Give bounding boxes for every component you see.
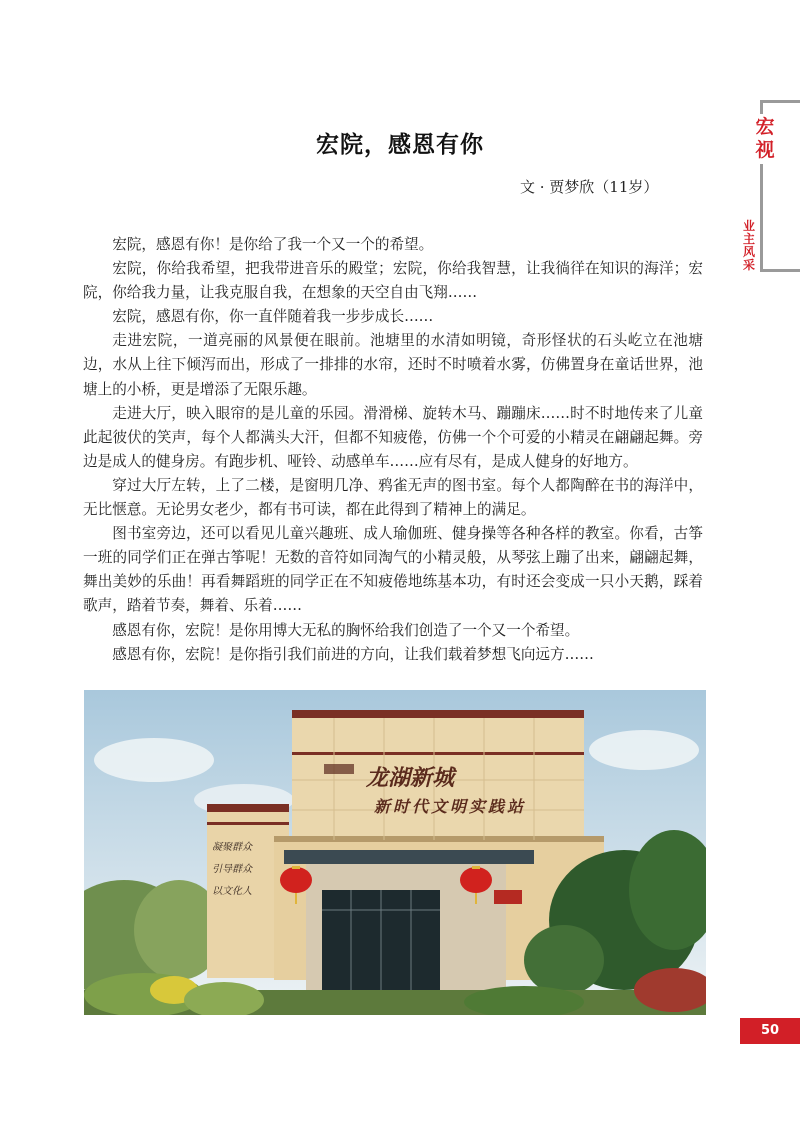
section-subtitle-char: 风 [742, 245, 755, 259]
main-building-ledge [274, 836, 604, 842]
lantern-cap [292, 866, 300, 869]
sign-line2: 新时代文明实践站 [374, 797, 527, 816]
shrub [524, 925, 604, 995]
cloud [589, 730, 699, 770]
article-title: 宏院，感恩有你 [316, 131, 484, 158]
side-building-band [207, 822, 289, 825]
section-subtitle-char: 采 [742, 258, 755, 272]
article-paragraph: 走进宏院，一道亮丽的风景便在眼前。池塘里的水清如明镜，奇形怪状的石头屹立在池塘边，水从上往下倾泻而出，形成了一排排的水帘，还时不时喷着水雾，仿佛置身在童话世界，池塘上的小桥，更是增添了无限乐趣。 [83, 332, 703, 398]
article-paragraph: 感恩有你，宏院！是你指引我们前进的方向，让我们载着梦想飞向远方…… [112, 645, 594, 663]
article-paragraph: 穿过大厅左转，上了二楼，是窗明几净、鸦雀无声的图书室。每个人都陶醉在书的海洋中，无比惬意。无论男女老少，都有书可读，都在此得到了精神上的满足。 [83, 476, 703, 519]
article-paragraph: 宏院，你给我希望，把我带进音乐的殿堂；宏院，你给我智慧，让我徜徉在知识的海洋；宏院，你给我力量，让我克服自我，在想象的天空自由飞翔…… [83, 260, 703, 302]
article-paragraph: 图书室旁边，还可以看见儿童兴趣班、成人瑜伽班、健身操等各种各样的教室。你看，古筝一班的同学们正在弹古筝呢！无数的音符如同淘气的小精灵般，从琴弦上蹦了出来，翩翩起舞，舞出美妙的乐曲！再看舞蹈班的同学正在不知疲倦地练基本功，有时还会变成一只小天鹅，踩着歌声，踏着节奏，舞着、乐着…… [83, 525, 703, 615]
lantern-cap [472, 866, 480, 869]
article-paragraph: 宏院，感恩有你！是你给了我一个又一个的希望。 [112, 236, 434, 253]
article-paragraph: 走进大厅，映入眼帘的是儿童的乐园。滑滑梯、旋转木马、蹦蹦床……时不时地传来了儿童此起彼伏的笑声，每个人都满头大汗，但都不知疲倦，仿佛一个个可爱的小精灵在翩翩起舞。旁边是成人的健身房。有跑步机、哑铃、动感单车……应有尽有，是成人健身的好地方。 [83, 404, 703, 470]
sign-line1: 龙湖新城 [366, 765, 455, 791]
main-building-band [292, 752, 584, 755]
section-title-char: 宏 [755, 116, 775, 138]
main-building-roof [292, 710, 584, 718]
page-number: 50 [740, 1018, 800, 1044]
entrance-canopy [284, 850, 534, 864]
section-marker-top-rule [760, 100, 800, 103]
section-title-char: 视 [755, 139, 775, 161]
red-lantern [460, 867, 492, 893]
section-subtitle-char: 主 [742, 232, 755, 246]
section-subtitle [741, 220, 757, 272]
article-paragraph: 感恩有你，宏院！是你用博大无私的胸怀给我们创造了一个又一个希望。 [112, 621, 580, 639]
calligraphy: 凝聚群众 [212, 842, 252, 853]
red-lantern [280, 867, 312, 893]
building-illustration [84, 690, 706, 1015]
sign-logo [324, 764, 354, 774]
calligraphy: 引导群众 [212, 864, 252, 875]
cloud [94, 738, 214, 782]
article-author: 文 · 贾梦欣（11岁） [520, 178, 659, 196]
section-subtitle-char: 业 [742, 219, 755, 233]
article-paragraph: 宏院，感恩有你，你一直伴随着我一步步成长…… [112, 308, 434, 326]
building-photo [84, 690, 706, 1015]
side-building-roof [207, 804, 289, 812]
article-body [83, 233, 703, 667]
plaque [494, 890, 522, 904]
calligraphy: 以文化人 [212, 886, 252, 897]
section-marker-bottom-rule [760, 269, 800, 272]
